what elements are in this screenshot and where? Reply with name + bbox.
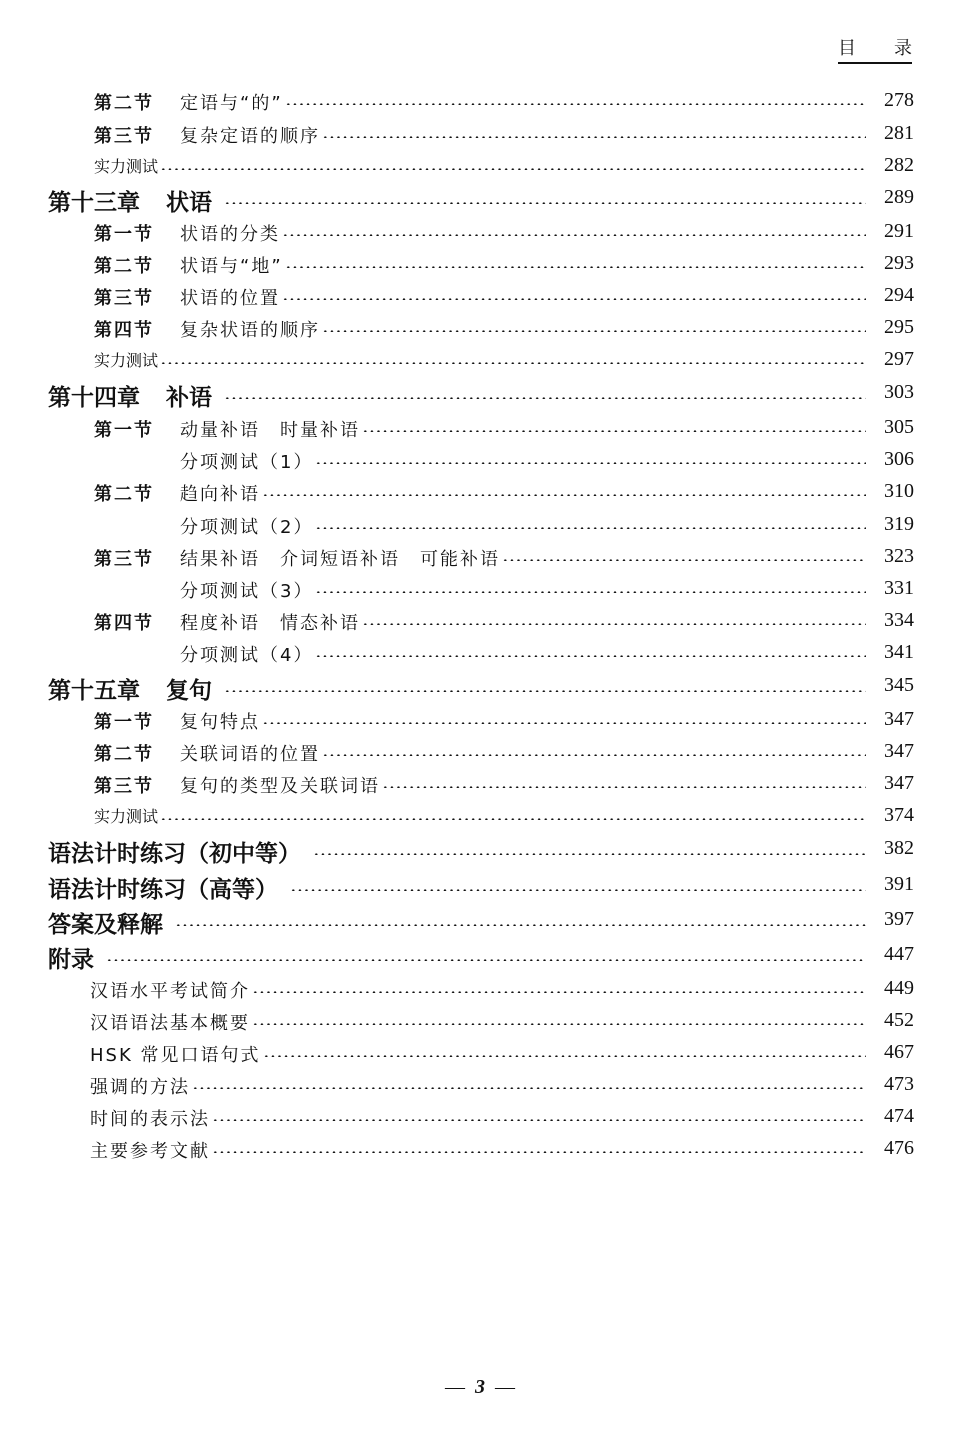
toc-label: 第二节 — [94, 256, 154, 277]
toc-row-chapter[interactable] — [0, 184, 960, 216]
toc-title: 分项测试（1） — [180, 452, 314, 473]
toc-title: 实力测试 — [94, 351, 159, 370]
toc-row[interactable] — [0, 1006, 960, 1038]
toc-page: 447 — [884, 943, 914, 965]
toc-label: 第三节 — [94, 126, 154, 147]
toc-label: 第十三章 — [48, 189, 140, 216]
toc-row[interactable] — [0, 974, 960, 1006]
toc-title: 时间的表示法 — [90, 1109, 210, 1130]
toc-page: 278 — [884, 89, 914, 111]
toc-title: 状语与“地” — [180, 256, 283, 277]
dot-leader — [212, 1119, 866, 1121]
dot-leader — [262, 722, 866, 724]
toc-row[interactable] — [0, 86, 960, 118]
dot-leader — [315, 655, 866, 657]
dot-leader — [192, 1087, 866, 1089]
toc-page: 291 — [884, 220, 914, 242]
toc-title: 分项测试（2） — [180, 517, 314, 538]
toc-title: 动量补语 时量补语 — [180, 420, 360, 441]
toc-page: 476 — [884, 1137, 914, 1159]
dot-leader — [315, 591, 866, 593]
toc-title: 语法计时练习（初中等） — [48, 840, 301, 867]
page-number: 3 — [475, 1376, 485, 1398]
toc-title: 程度补语 情态补语 — [180, 613, 360, 634]
toc-page: 295 — [884, 316, 914, 338]
dot-leader — [175, 924, 866, 926]
toc-page: 382 — [884, 837, 914, 859]
toc-row-chapter[interactable] — [0, 871, 960, 903]
toc-row-chapter[interactable] — [0, 906, 960, 938]
dot-leader — [282, 234, 866, 236]
toc-page: 391 — [884, 873, 914, 895]
dot-leader — [315, 462, 866, 464]
toc-title: 复杂定语的顺序 — [180, 126, 320, 147]
toc-label: 第二节 — [94, 484, 154, 505]
toc-title: 答案及释解 — [48, 911, 163, 938]
toc-label: 第一节 — [94, 420, 154, 441]
toc-label: 第三节 — [94, 776, 154, 797]
toc-page: 347 — [884, 740, 914, 762]
dot-leader — [322, 330, 866, 332]
toc-page: 293 — [884, 252, 914, 274]
toc-title: 状语 — [166, 189, 212, 216]
toc-page: 474 — [884, 1105, 914, 1127]
toc-row[interactable] — [0, 1070, 960, 1102]
toc-label: 第四节 — [94, 613, 154, 634]
toc-title: 汉语水平考试简介 — [90, 981, 250, 1002]
toc-row[interactable] — [0, 737, 960, 769]
toc-row[interactable] — [0, 705, 960, 737]
toc-page: 306 — [884, 448, 914, 470]
toc-title: 关联词语的位置 — [180, 744, 320, 765]
dot-leader — [315, 527, 866, 529]
toc-title: 实力测试 — [94, 807, 159, 826]
toc-row[interactable] — [0, 477, 960, 509]
dot-leader — [224, 690, 866, 692]
toc-title: 强调的方法 — [90, 1077, 190, 1098]
toc-title: 状语的位置 — [180, 288, 280, 309]
dot-leader — [106, 959, 866, 961]
toc-label: 第四节 — [94, 320, 154, 341]
toc-row[interactable] — [0, 1102, 960, 1134]
toc-row[interactable] — [0, 445, 960, 477]
toc-page: 452 — [884, 1009, 914, 1031]
toc-title: 主要参考文献 — [90, 1141, 210, 1162]
toc-page: 294 — [884, 284, 914, 306]
header-char-left: 目 — [838, 38, 856, 59]
dot-leader — [224, 202, 866, 204]
toc-row[interactable] — [0, 217, 960, 249]
toc-label: 第二节 — [94, 744, 154, 765]
toc-row-chapter[interactable] — [0, 672, 960, 704]
dot-leader — [263, 1055, 866, 1057]
dot-leader — [362, 430, 866, 432]
toc-label: 第三节 — [94, 288, 154, 309]
toc-page: 282 — [884, 154, 914, 176]
toc-page: 305 — [884, 416, 914, 438]
toc-title: 分项测试（3） — [180, 581, 314, 602]
toc-label: 第一节 — [94, 712, 154, 733]
dot-leader — [212, 1151, 866, 1153]
toc-label: 第三节 — [94, 549, 154, 570]
toc-title: 语法计时练习（高等） — [48, 876, 278, 903]
dot-leader — [322, 754, 866, 756]
toc-row[interactable] — [0, 151, 960, 183]
toc-row[interactable] — [0, 638, 960, 670]
toc-page: 319 — [884, 513, 914, 535]
dot-leader — [224, 397, 866, 399]
running-header — [838, 38, 912, 64]
toc-page: 467 — [884, 1041, 914, 1063]
toc-row[interactable] — [0, 345, 960, 377]
toc-row-chapter[interactable] — [0, 941, 960, 973]
dot-leader — [285, 266, 866, 268]
footer-dash-left: — — [445, 1376, 465, 1398]
toc-row[interactable] — [0, 1134, 960, 1166]
toc-title: 状语的分类 — [180, 224, 280, 245]
header-char-right: 录 — [894, 38, 912, 59]
page-footer — [0, 1376, 960, 1399]
toc-page: 347 — [884, 772, 914, 794]
toc-row[interactable] — [0, 801, 960, 833]
toc-title: 定语与“的” — [180, 93, 283, 114]
dot-leader — [282, 298, 866, 300]
toc-label: 第二节 — [94, 93, 154, 114]
toc-label: 第十四章 — [48, 384, 140, 411]
toc-row[interactable] — [0, 606, 960, 638]
dot-leader — [262, 494, 866, 496]
toc-title: 汉语语法基本概要 — [90, 1013, 250, 1034]
dot-leader — [285, 103, 866, 105]
toc-page: 323 — [884, 545, 914, 567]
toc-page: 281 — [884, 122, 914, 144]
dot-leader — [160, 362, 866, 364]
toc-title: 复句的类型及关联词语 — [180, 776, 380, 797]
dot-leader — [502, 559, 866, 561]
toc-row[interactable] — [0, 281, 960, 313]
toc-label: 第十五章 — [48, 677, 140, 704]
toc-label: 第一节 — [94, 224, 154, 245]
dot-leader — [382, 786, 866, 788]
toc-title: 趋向补语 — [180, 484, 260, 505]
dot-leader — [290, 889, 866, 891]
dot-leader — [160, 818, 866, 820]
footer-dash-right: — — [495, 1376, 515, 1398]
toc-row-chapter[interactable] — [0, 835, 960, 867]
toc-row[interactable] — [0, 769, 960, 801]
toc-row[interactable] — [0, 413, 960, 445]
toc-title: 复句特点 — [180, 712, 260, 733]
dot-leader — [160, 168, 866, 170]
toc-page: 449 — [884, 977, 914, 999]
toc-title: 复杂状语的顺序 — [180, 320, 320, 341]
toc-page: 397 — [884, 908, 914, 930]
toc-row[interactable] — [0, 542, 960, 574]
toc-title: 实力测试 — [94, 157, 159, 176]
toc-row[interactable] — [0, 574, 960, 606]
toc-row[interactable] — [0, 313, 960, 345]
toc-title: 结果补语 介词短语补语 可能补语 — [180, 549, 500, 570]
toc-page: 374 — [884, 804, 914, 826]
toc-title: 补语 — [166, 384, 212, 411]
toc-page: 303 — [884, 381, 914, 403]
toc-title: HSK 常见口语句式 — [90, 1045, 261, 1066]
dot-leader — [322, 136, 866, 138]
toc-page: 473 — [884, 1073, 914, 1095]
dot-leader — [252, 1023, 866, 1025]
toc-title: 附录 — [48, 946, 94, 973]
toc-row[interactable] — [0, 119, 960, 151]
toc-page: 347 — [884, 708, 914, 730]
toc-page: 331 — [884, 577, 914, 599]
toc-row-chapter[interactable] — [0, 379, 960, 411]
toc-page: 334 — [884, 609, 914, 631]
toc-row[interactable] — [0, 1038, 960, 1070]
toc-page: 341 — [884, 641, 914, 663]
dot-leader — [362, 623, 866, 625]
toc-row[interactable] — [0, 510, 960, 542]
toc-page: 289 — [884, 186, 914, 208]
dot-leader — [313, 853, 866, 855]
toc-row[interactable] — [0, 249, 960, 281]
dot-leader — [252, 991, 866, 993]
toc-title: 分项测试（4） — [180, 645, 314, 666]
toc-page: 345 — [884, 674, 914, 696]
toc-title: 复句 — [166, 677, 212, 704]
toc-page: 297 — [884, 348, 914, 370]
toc-page: 310 — [884, 480, 914, 502]
